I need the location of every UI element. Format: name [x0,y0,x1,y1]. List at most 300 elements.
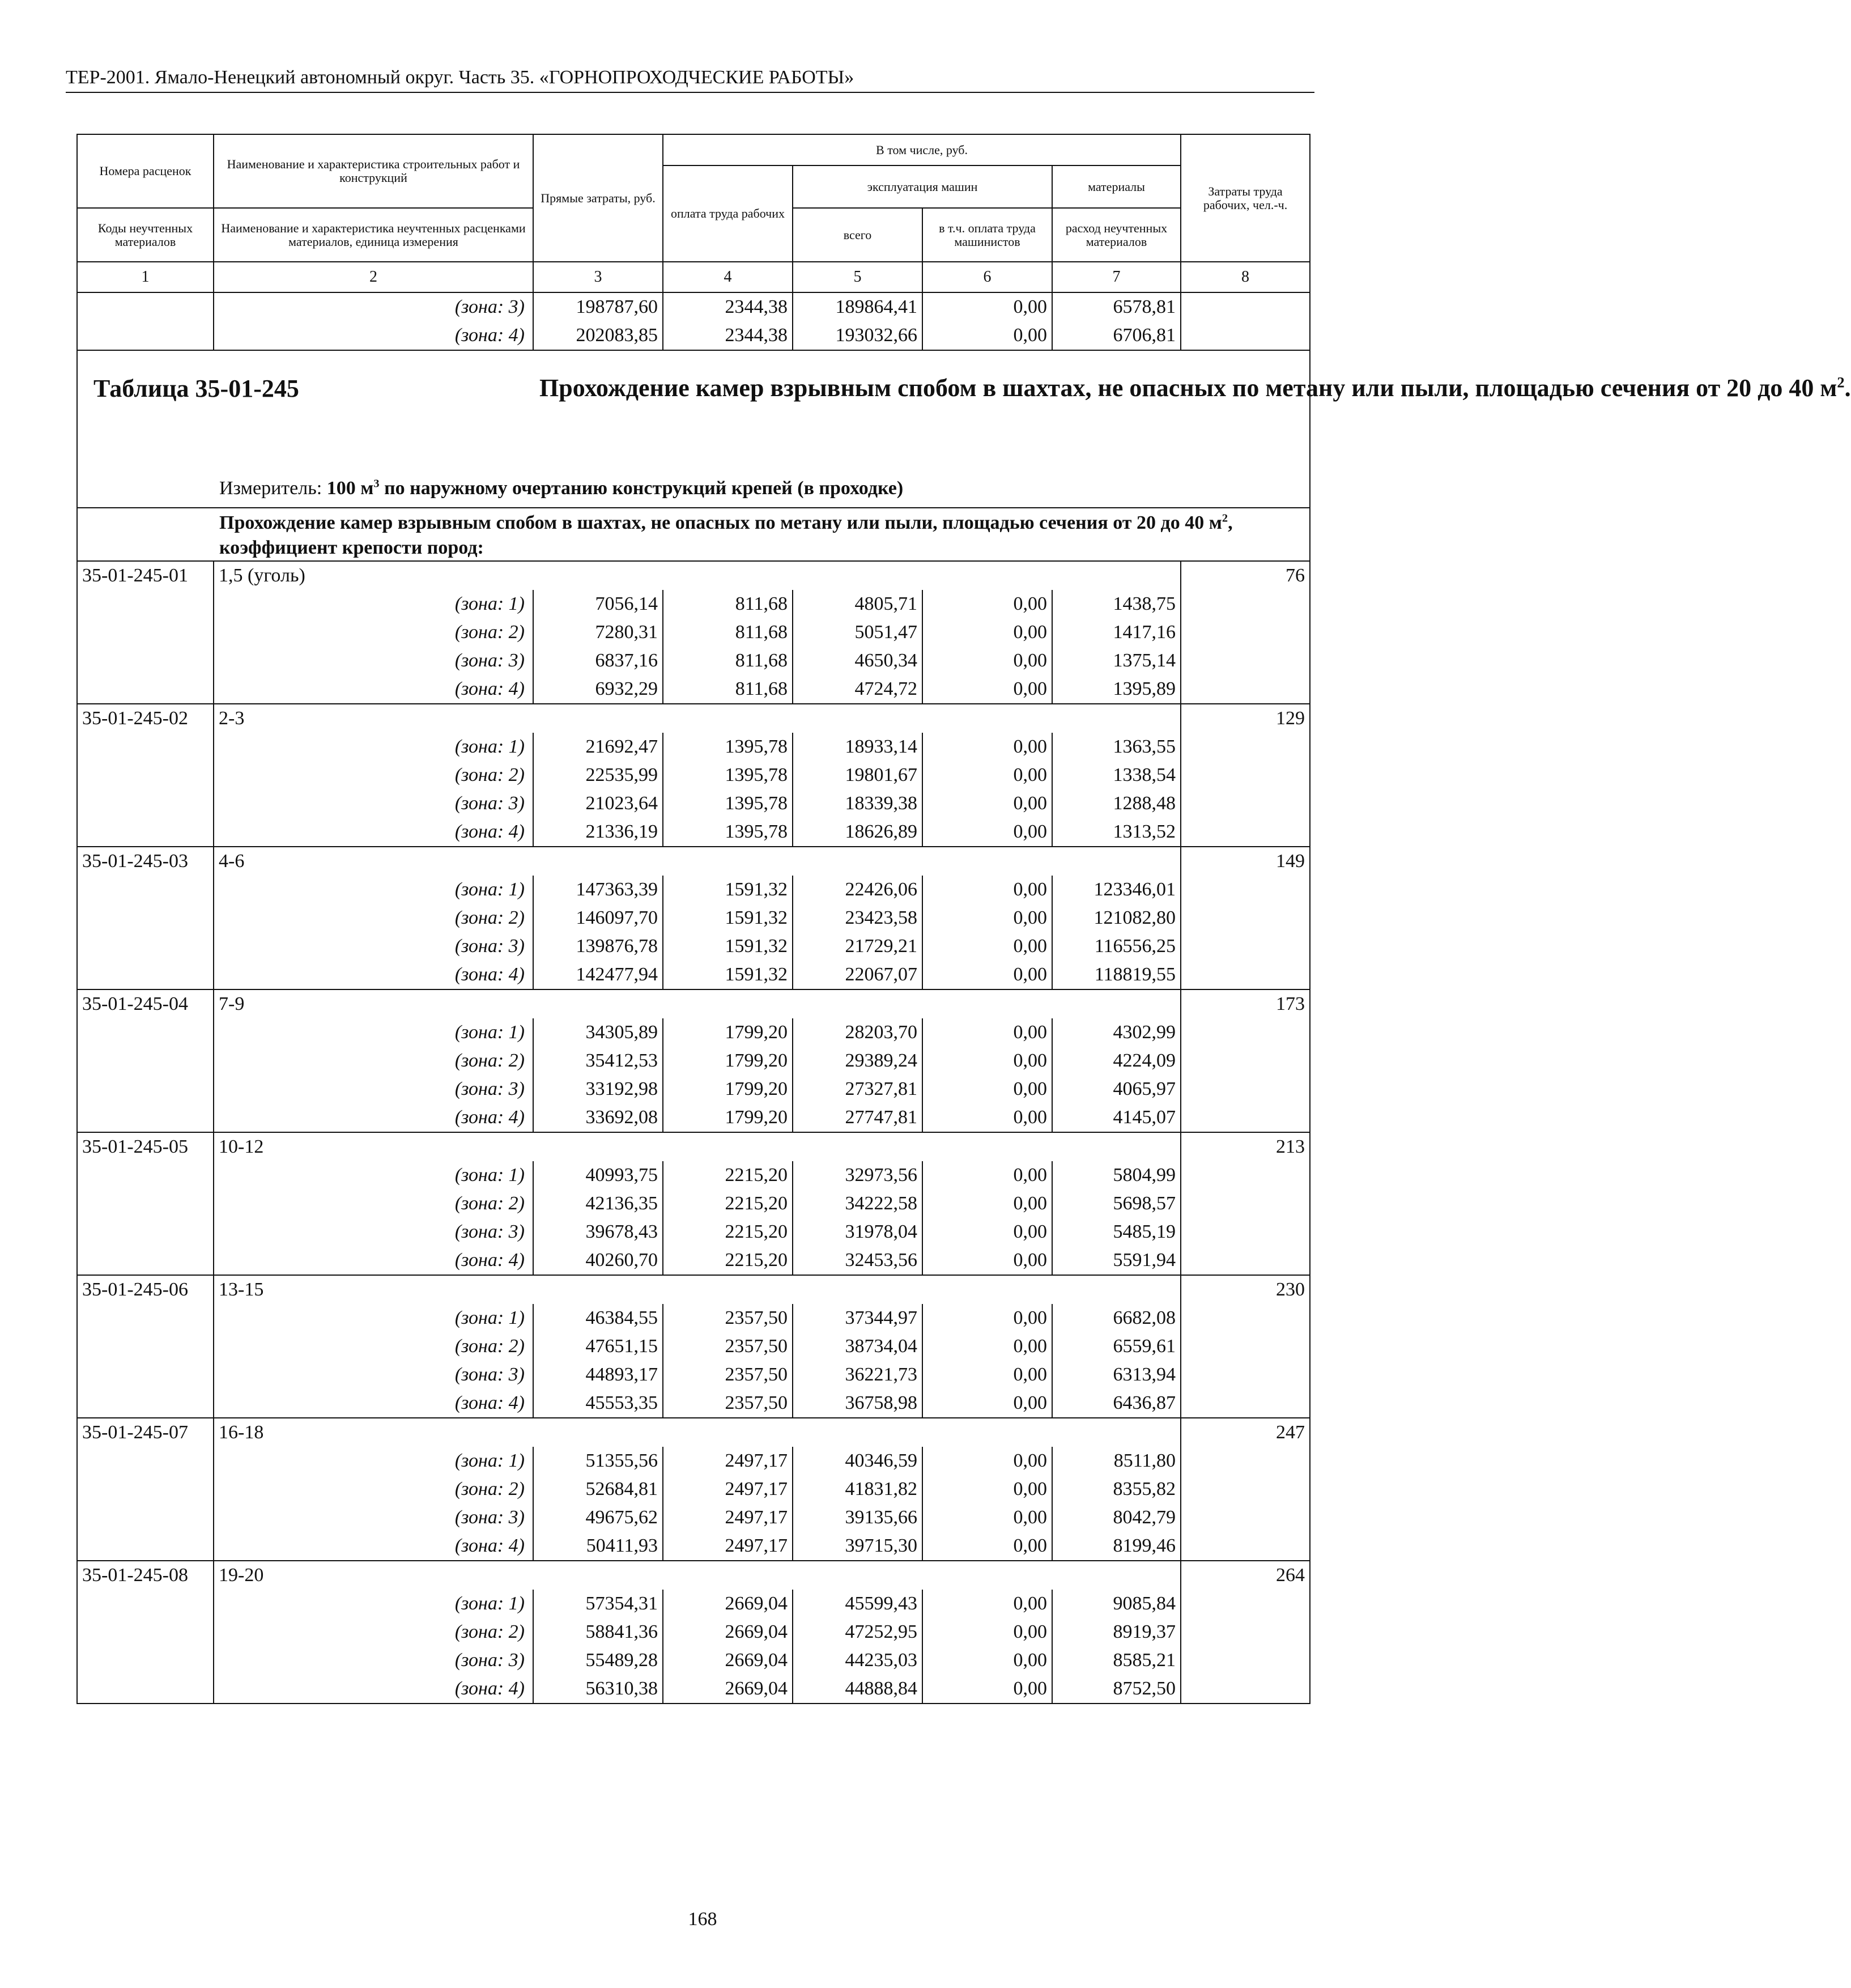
table-number: Таблица 35-01-245 [93,375,299,402]
zone-row [77,1332,1310,1361]
zone-row [77,761,1310,789]
rate-code-cell [77,1246,214,1275]
rate-code-cell [77,1018,214,1047]
worker-pay-value: 811,68 [663,618,793,647]
machine-total-value: 40346,59 [793,1447,922,1475]
labor-value [1181,675,1310,704]
zone-row [77,1190,1310,1218]
zone-label: (зона: 1) [214,1447,533,1475]
worker-pay-value: 1591,32 [663,904,793,932]
direct-costs-value: 39678,43 [533,1218,663,1246]
materials-value: 5591,94 [1052,1246,1181,1275]
table-name-sup: 2 [1837,373,1845,391]
machinist-pay-value: 0,00 [922,292,1052,321]
col-direct-costs: Прямые затраты, руб. [533,134,663,262]
rate-code-cell [77,1590,214,1618]
col-machine-op: эксплуатация машин [793,165,1052,208]
machinist-pay-value: 0,00 [922,1161,1052,1190]
labor-value [1181,932,1310,961]
machine-total-value: 41831,82 [793,1475,922,1503]
machine-total-value: 36758,98 [793,1389,922,1418]
zone-label: (зона: 2) [214,1475,533,1503]
machinist-pay-value: 0,00 [922,1646,1052,1675]
unit-prefix: Измеритель: [219,478,327,499]
direct-costs-value: 34305,89 [533,1018,663,1047]
direct-costs-value: 51355,56 [533,1447,663,1475]
rate-code-cell [77,761,214,789]
worker-pay-value: 2357,50 [663,1389,793,1418]
machinist-pay-value: 0,00 [922,1389,1052,1418]
labor-value [1181,1447,1310,1475]
machine-total-value: 19801,67 [793,761,922,789]
zone-row [77,733,1310,761]
materials-value: 4065,97 [1052,1075,1181,1103]
col-rate-numbers: Номера расценок [77,134,214,208]
rate-code-cell [77,321,214,350]
col-work-name: Наименование и характеристика строительных работ и конструкций [214,134,533,208]
col-worker-pay: оплата труда рабочих [663,165,793,262]
direct-costs-value: 21336,19 [533,818,663,847]
machine-total-value: 18933,14 [793,733,922,761]
materials-value: 5485,19 [1052,1218,1181,1246]
zone-row [77,932,1310,961]
direct-costs-value: 198787,60 [533,292,663,321]
machinist-pay-value: 0,00 [922,1218,1052,1246]
col-number: 4 [663,262,793,292]
zone-row [77,292,1310,321]
rate-code: 35-01-245-01 [77,561,214,590]
machinist-pay-value: 0,00 [922,1475,1052,1503]
col-material-name: Наименование и характеристика неучтенных расценками материалов, единица измерения [214,208,533,262]
zone-label: (зона: 2) [214,1047,533,1075]
direct-costs-value: 33192,98 [533,1075,663,1103]
zone-label: (зона: 3) [214,1646,533,1675]
work-name: 7-9 [214,989,1181,1018]
zone-row [77,1447,1310,1475]
zone-row [77,1218,1310,1246]
column-numbers-row [77,262,1310,292]
materials-value: 4145,07 [1052,1103,1181,1132]
section-heading [77,508,1310,561]
materials-value: 1288,48 [1052,789,1181,818]
labor-value [1181,1475,1310,1503]
zone-label: (зона: 4) [214,1246,533,1275]
direct-costs-value: 40993,75 [533,1161,663,1190]
zone-label: (зона: 2) [214,904,533,932]
col-machinist-pay: в т.ч. оплата труда машинистов [922,208,1052,262]
labor-value [1181,1018,1310,1047]
zone-row [77,1475,1310,1503]
materials-value: 8511,80 [1052,1447,1181,1475]
machinist-pay-value: 0,00 [922,1503,1052,1532]
rate-code: 35-01-245-03 [77,847,214,876]
worker-pay-value: 2497,17 [663,1532,793,1561]
rate-code: 35-01-245-02 [77,704,214,733]
machinist-pay-value: 0,00 [922,733,1052,761]
rate-code-cell [77,1675,214,1704]
materials-value: 6313,94 [1052,1361,1181,1389]
rate-code-cell [77,292,214,321]
materials-value: 8042,79 [1052,1503,1181,1532]
zone-row [77,675,1310,704]
machinist-pay-value: 0,00 [922,1246,1052,1275]
machinist-pay-value: 0,00 [922,876,1052,904]
labor-value [1181,1047,1310,1075]
direct-costs-value: 52684,81 [533,1475,663,1503]
machine-total-value: 27327,81 [793,1075,922,1103]
materials-value: 1313,52 [1052,818,1181,847]
rate-code-cell [77,1646,214,1675]
rate-code-cell [77,1075,214,1103]
zone-label: (зона: 4) [214,321,533,350]
machinist-pay-value: 0,00 [922,647,1052,675]
worker-pay-value: 2497,17 [663,1503,793,1532]
direct-costs-value: 47651,15 [533,1332,663,1361]
zone-label: (зона: 1) [214,590,533,618]
zone-label: (зона: 1) [214,1590,533,1618]
machine-total-value: 189864,41 [793,292,922,321]
machine-total-value: 4805,71 [793,590,922,618]
machinist-pay-value: 0,00 [922,1103,1052,1132]
materials-value: 121082,80 [1052,904,1181,932]
direct-costs-value: 55489,28 [533,1646,663,1675]
worker-pay-value: 1395,78 [663,789,793,818]
labor-value [1181,1532,1310,1561]
machine-total-value: 38734,04 [793,1332,922,1361]
col-codes: Коды неучтенных материалов [77,208,214,262]
rate-code-cell [77,818,214,847]
machinist-pay-value: 0,00 [922,1532,1052,1561]
table-name [539,373,1851,402]
rate-row [77,1561,1310,1590]
table-title-block [77,350,1851,561]
zone-label: (зона: 3) [214,932,533,961]
rate-code-cell [77,1361,214,1389]
materials-value: 9085,84 [1052,1590,1181,1618]
machinist-pay-value: 0,00 [922,1018,1052,1047]
worker-pay-value: 1395,78 [663,818,793,847]
machine-total-value: 44888,84 [793,1675,922,1704]
work-name: 13-15 [214,1275,1181,1304]
zone-row [77,961,1310,989]
worker-pay-value: 1799,20 [663,1103,793,1132]
document-header: ТЕР-2001. Ямало-Ненецкий автономный округ. Часть 35. «ГОРНОПРОХОДЧЕСКИЕ РАБОТЫ» [66,63,1314,93]
direct-costs-value: 202083,85 [533,321,663,350]
zone-row [77,1047,1310,1075]
work-name: 19-20 [214,1561,1181,1590]
rate-row [77,989,1310,1018]
materials-value: 8355,82 [1052,1475,1181,1503]
machinist-pay-value: 0,00 [922,1675,1052,1704]
machine-total-value: 5051,47 [793,618,922,647]
labor-value [1181,1646,1310,1675]
labor-value [1181,1190,1310,1218]
labor-value [1181,876,1310,904]
labor-value [1181,1389,1310,1418]
rate-code: 35-01-245-06 [77,1275,214,1304]
zone-label: (зона: 3) [214,292,533,321]
rate-code-cell [77,1475,214,1503]
labor-value: 230 [1181,1275,1310,1304]
machine-total-value: 18626,89 [793,818,922,847]
labor-value: 149 [1181,847,1310,876]
machine-total-value: 21729,21 [793,932,922,961]
rate-code-cell [77,733,214,761]
col-materials: материалы [1052,165,1181,208]
machinist-pay-value: 0,00 [922,618,1052,647]
rate-code-cell [77,1532,214,1561]
machine-total-value: 22426,06 [793,876,922,904]
section-text-a: Прохождение камер взрывным спобом в шахтах, не опасных по метану или пыли, площадью сечения от 20 до 40 м [219,512,1222,533]
col-number: 5 [793,262,922,292]
worker-pay-value: 811,68 [663,675,793,704]
zone-row [77,1103,1310,1132]
table-header [77,134,1310,292]
labor-value [1181,961,1310,989]
zone-row [77,876,1310,904]
machinist-pay-value: 0,00 [922,1047,1052,1075]
zone-label: (зона: 2) [214,1190,533,1218]
zone-label: (зона: 1) [214,876,533,904]
col-total: всего [793,208,922,262]
direct-costs-value: 45553,35 [533,1389,663,1418]
machine-total-value: 39135,66 [793,1503,922,1532]
worker-pay-value: 2669,04 [663,1675,793,1704]
rate-row [77,704,1310,733]
machine-total-value: 18339,38 [793,789,922,818]
materials-value: 1363,55 [1052,733,1181,761]
machine-total-value: 22067,07 [793,961,922,989]
labor-value [1181,1675,1310,1704]
zone-label: (зона: 3) [214,1361,533,1389]
labor-value: 173 [1181,989,1310,1018]
direct-costs-value: 49675,62 [533,1503,663,1532]
zone-row [77,818,1310,847]
rate-row [77,847,1310,876]
rate-code-cell [77,1161,214,1190]
direct-costs-value: 6837,16 [533,647,663,675]
zone-row [77,1018,1310,1047]
work-name: 16-18 [214,1418,1181,1447]
machinist-pay-value: 0,00 [922,1190,1052,1218]
rate-code-cell [77,590,214,618]
direct-costs-value: 21023,64 [533,789,663,818]
direct-costs-value: 21692,47 [533,733,663,761]
machinist-pay-value: 0,00 [922,321,1052,350]
machine-total-value: 32973,56 [793,1161,922,1190]
machine-total-value: 27747,81 [793,1103,922,1132]
direct-costs-value: 42136,35 [533,1190,663,1218]
zone-label: (зона: 4) [214,675,533,704]
worker-pay-value: 1395,78 [663,761,793,789]
rate-code: 35-01-245-08 [77,1561,214,1590]
machinist-pay-value: 0,00 [922,1332,1052,1361]
rate-code-cell [77,1389,214,1418]
direct-costs-value: 35412,53 [533,1047,663,1075]
direct-costs-value: 22535,99 [533,761,663,789]
zone-row [77,1161,1310,1190]
worker-pay-value: 1799,20 [663,1018,793,1047]
zone-row [77,1646,1310,1675]
labor-value: 264 [1181,1561,1310,1590]
rate-code-cell [77,876,214,904]
machine-total-value: 34222,58 [793,1190,922,1218]
materials-value: 8752,50 [1052,1675,1181,1704]
work-name: 10-12 [214,1132,1181,1161]
materials-value: 5804,99 [1052,1161,1181,1190]
worker-pay-value: 2669,04 [663,1590,793,1618]
labor-value [1181,1103,1310,1132]
labor-value [1181,1161,1310,1190]
zone-label: (зона: 4) [214,961,533,989]
zone-label: (зона: 3) [214,1503,533,1532]
rate-rows [77,561,1310,1704]
machine-total-value: 29389,24 [793,1047,922,1075]
machine-total-value: 31978,04 [793,1218,922,1246]
labor-value [1181,789,1310,818]
section-text-b: , коэффициент крепости пород: [219,512,1233,558]
machinist-pay-value: 0,00 [922,1618,1052,1646]
zone-label: (зона: 3) [214,647,533,675]
materials-value: 1417,16 [1052,618,1181,647]
rate-code-cell [77,932,214,961]
rate-code-cell [77,1332,214,1361]
labor-value [1181,590,1310,618]
worker-pay-value: 2344,38 [663,321,793,350]
labor-value [1181,618,1310,647]
worker-pay-value: 2215,20 [663,1190,793,1218]
worker-pay-value: 1395,78 [663,733,793,761]
zone-label: (зона: 2) [214,1618,533,1646]
rate-code: 35-01-245-07 [77,1418,214,1447]
rate-row [77,561,1310,590]
machinist-pay-value: 0,00 [922,1590,1052,1618]
machine-total-value: 37344,97 [793,1304,922,1332]
worker-pay-value: 2669,04 [663,1646,793,1675]
rate-code-cell [77,647,214,675]
zone-label: (зона: 1) [214,733,533,761]
rate-code-cell [77,1047,214,1075]
labor-value [1181,1218,1310,1246]
machine-total-value: 47252,95 [793,1618,922,1646]
materials-value: 6706,81 [1052,321,1181,350]
rate-code-cell [77,1103,214,1132]
zone-row [77,1532,1310,1561]
rate-code-cell [77,1618,214,1646]
unit-sup: 3 [373,477,380,490]
zone-label: (зона: 4) [214,1675,533,1704]
rate-code-cell [77,961,214,989]
materials-value: 8919,37 [1052,1618,1181,1646]
zone-label: (зона: 1) [214,1304,533,1332]
col-number: 3 [533,262,663,292]
worker-pay-value: 1799,20 [663,1047,793,1075]
direct-costs-value: 147363,39 [533,876,663,904]
zone-label: (зона: 4) [214,818,533,847]
machinist-pay-value: 0,00 [922,789,1052,818]
rate-code-cell [77,618,214,647]
machinist-pay-value: 0,00 [922,1304,1052,1332]
materials-value: 8585,21 [1052,1646,1181,1675]
direct-costs-value: 6932,29 [533,675,663,704]
zone-row [77,590,1310,618]
direct-costs-value: 40260,70 [533,1246,663,1275]
zone-row [77,1246,1310,1275]
col-incl-rub: В том числе, руб. [663,134,1181,165]
direct-costs-value: 7280,31 [533,618,663,647]
materials-value: 5698,57 [1052,1190,1181,1218]
machinist-pay-value: 0,00 [922,818,1052,847]
worker-pay-value: 1591,32 [663,961,793,989]
direct-costs-value: 44893,17 [533,1361,663,1389]
direct-costs-value: 139876,78 [533,932,663,961]
materials-value: 6436,87 [1052,1389,1181,1418]
rate-code-cell [77,1190,214,1218]
worker-pay-value: 2357,50 [663,1361,793,1389]
machine-total-value: 44235,03 [793,1646,922,1675]
machine-total-value: 193032,66 [793,321,922,350]
machinist-pay-value: 0,00 [922,1447,1052,1475]
zone-label: (зона: 1) [214,1018,533,1047]
labor-value: 213 [1181,1132,1310,1161]
labor-value [1181,1590,1310,1618]
machinist-pay-value: 0,00 [922,904,1052,932]
zone-row [77,1304,1310,1332]
col-unaccounted-materials: расход неучтенных материалов [1052,208,1181,262]
table-name-end: . [1844,374,1851,402]
materials-value: 4224,09 [1052,1047,1181,1075]
zone-label: (зона: 2) [214,1332,533,1361]
machinist-pay-value: 0,00 [922,1361,1052,1389]
table-unit [219,474,903,503]
zone-label: (зона: 3) [214,1075,533,1103]
worker-pay-value: 2357,50 [663,1304,793,1332]
direct-costs-value: 56310,38 [533,1675,663,1704]
zone-label: (зона: 4) [214,1532,533,1561]
labor-value [1181,733,1310,761]
rate-row [77,1418,1310,1447]
labor-value [1181,818,1310,847]
direct-costs-value: 7056,14 [533,590,663,618]
zone-label: (зона: 2) [214,761,533,789]
rate-code: 35-01-245-05 [77,1132,214,1161]
work-name: 2-3 [214,704,1181,733]
labor-value [1181,321,1310,350]
zone-label: (зона: 3) [214,789,533,818]
zone-row [77,789,1310,818]
rate-code-cell [77,789,214,818]
zone-label: (зона: 1) [214,1161,533,1190]
col-number: 1 [77,262,214,292]
worker-pay-value: 1591,32 [663,876,793,904]
zone-row [77,1618,1310,1646]
labor-value [1181,1304,1310,1332]
direct-costs-value: 33692,08 [533,1103,663,1132]
zone-row [77,321,1310,350]
page-number: 168 [688,1909,717,1930]
labor-value: 76 [1181,561,1310,590]
machine-total-value: 32453,56 [793,1246,922,1275]
worker-pay-value: 2215,20 [663,1218,793,1246]
machinist-pay-value: 0,00 [922,761,1052,789]
materials-value: 1375,14 [1052,647,1181,675]
machine-total-value: 45599,43 [793,1590,922,1618]
machine-total-value: 36221,73 [793,1361,922,1389]
col-labor: Затраты труда рабочих, чел.-ч. [1181,134,1310,262]
labor-value [1181,1332,1310,1361]
zone-row [77,904,1310,932]
labor-value: 129 [1181,704,1310,733]
